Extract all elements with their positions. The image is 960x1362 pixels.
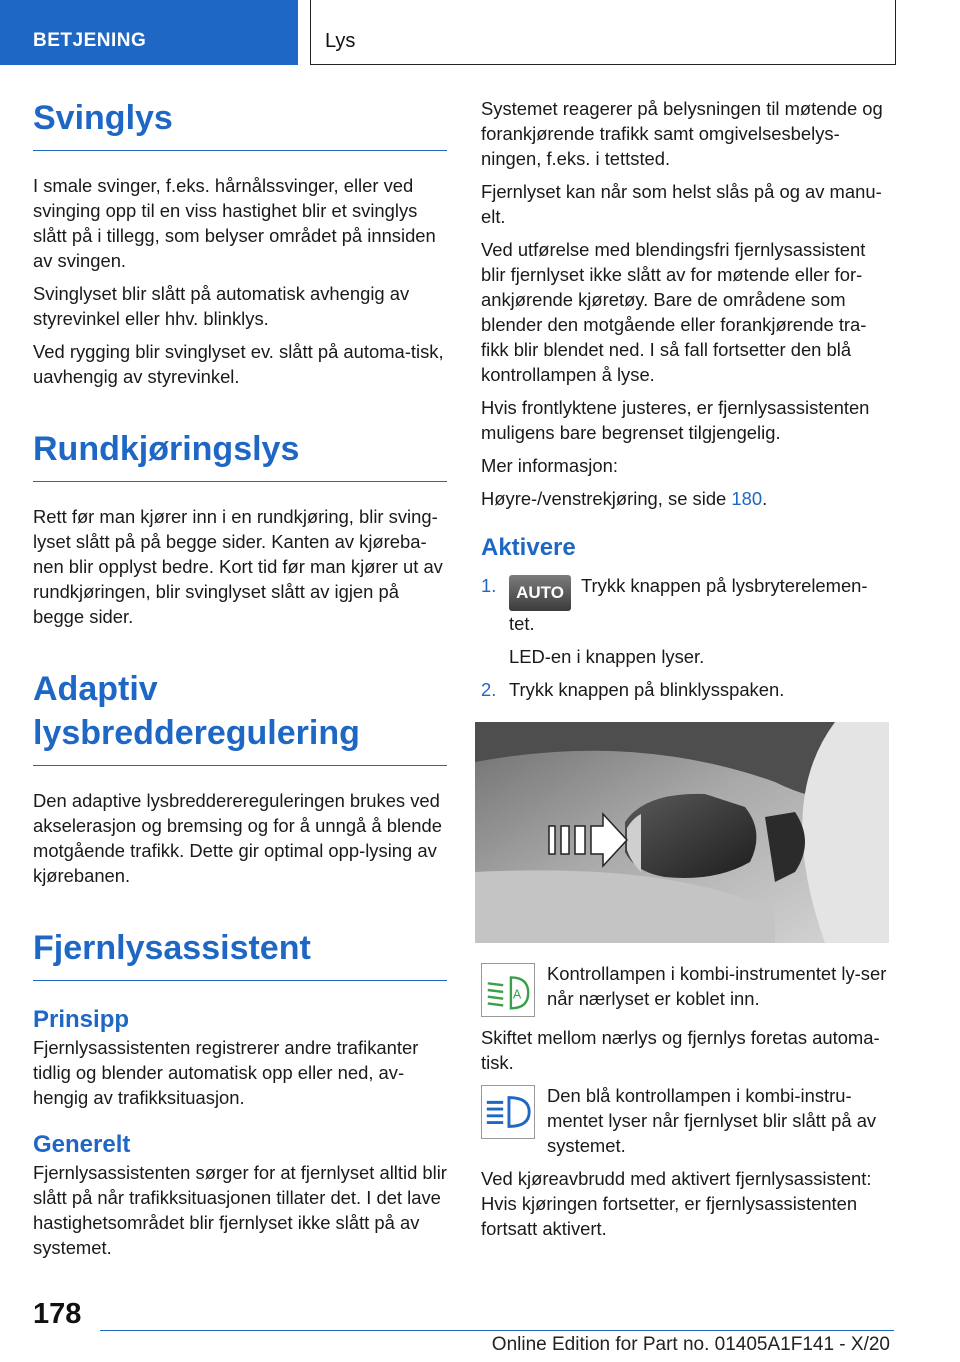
heading-svinglys: Svinglys — [33, 96, 447, 151]
indicator-description: Kontrollampen i kombi-instrumentet ly‐ser når nærlyset er koblet inn. — [547, 963, 887, 1009]
paragraph: Fjernlysassistenten registrerer andre trafikanter tidlig og blender automatisk opp eller ned, av‐hengig av trafikksituasjon. — [33, 1037, 419, 1108]
reference-text: Høyre-/venstrekjøring, se side — [481, 488, 732, 509]
heading-prinsipp: Prinsipp — [33, 1006, 130, 1033]
svg-text:A: A — [512, 987, 522, 1002]
step-text: Trykk knappen på lysbryterelemen‐tet. — [509, 575, 868, 634]
reference-end: . — [762, 488, 768, 509]
heading-adaptiv-lysbredderegulering — [33, 667, 447, 766]
paragraph: Ved utførelse med blendingsfri fjernlysassistent blir fjernlyset ikke slått av for møtende eller for‐ankjørende kjøretøy. Bare de områdene som blender den motgående eller forankjørende tra‐fikk blir blendet ned. I så fall fortsetter den blå kontrollampen å lyse. — [481, 239, 867, 385]
heading-aktivere: Aktivere — [481, 534, 576, 561]
heading-rundkjoringslys: Rundkjøringslys — [33, 427, 447, 482]
page-number: 178 — [33, 1298, 82, 1330]
paragraph: Rett før man kjører inn i en rundkjøring, blir sving‐lyset slått på på begge sider. Kanten av kjøreba‐nen blir opplyst bedre. Kort tid før man kjører ut av rundkjøringen, blir svinglyset slått av igjen på begge sider. — [33, 506, 443, 627]
paragraph: Den adaptive lysbredderereguleringen brukes ved akselerasjon og bremsing og for å unngå å blende motgående trafikk. Dette gir optimal opp‐lysing av kjørebanen. — [33, 790, 442, 886]
chapter-title: Lys — [310, 0, 896, 65]
section-tab: BETJENING — [0, 0, 298, 65]
paragraph: Fjernlysassistenten sørger for at fjernlyset alltid blir slått på når trafikksituasjonen tillater det. I det lave hastighetsområdet blir fjernlyset ikke slått på av systemet. — [33, 1162, 447, 1258]
step-number: 1. — [481, 575, 497, 596]
list-item — [481, 677, 893, 702]
heading-line: Adaptiv — [33, 670, 158, 708]
paragraph: Skiftet mellom nærlys og fjernlys foretas automa‐tisk. — [481, 1027, 880, 1073]
paragraph: Systemet reagerer på belysningen til møtende og forankjørende trafikk samt omgivelsesbelys‐ningen, f.eks. i tettsted. — [481, 98, 883, 169]
paragraph: Hvis frontlyktene justeres, er fjernlysassistenten muligens bare begrenset tilgjengelig. — [481, 397, 870, 443]
steps-list — [481, 573, 893, 702]
paragraph: I smale svinger, f.eks. hårnålssvinger, eller ved svinging opp til en viss hastighet blir et svinglys slått på i tillegg, som belyser området på innsiden av svingen. — [33, 175, 436, 271]
auto-button-icon: AUTO — [509, 575, 571, 611]
blue-high-beam-indicator-icon — [481, 1085, 535, 1139]
heading-generelt: Generelt — [33, 1131, 131, 1158]
footer-divider — [100, 1330, 894, 1331]
step-subtext: LED-en i knappen lyser. — [509, 646, 705, 667]
heading-line: lysbredderegulering — [33, 714, 360, 752]
green-headlight-indicator-icon — [481, 963, 535, 1017]
right-column — [481, 96, 893, 1249]
indicator-description: Den blå kontrollampen i kombi-instru‐mentet lyser når fjernlyset blir slått på av systemet. — [547, 1085, 877, 1156]
high-beam-indicator-row — [481, 1083, 893, 1158]
left-column — [33, 96, 447, 1268]
paragraph: Mer informasjon: — [481, 455, 618, 476]
step-number: 2. — [481, 679, 497, 700]
list-item — [481, 573, 893, 669]
paragraph: Ved kjøreavbrudd med aktivert fjernlysassistent: Hvis kjøringen fortsetter, er fjernlysassistenten fortsatt aktivert. — [481, 1168, 872, 1239]
paragraph: Svinglyset blir slått på automatisk avhengig av styrevinkel eller hhv. blinklys. — [33, 283, 410, 329]
footer-edition: Online Edition for Part no. 01405A1F141 - X/20 — [491, 1334, 890, 1355]
turn-signal-lever-illustration — [475, 722, 889, 943]
heading-fjernlysassistent: Fjernlysassistent — [33, 926, 447, 981]
step-text: Trykk knappen på blinklysspaken. — [509, 679, 785, 700]
paragraph: Ved rygging blir svinglyset ev. slått på automa‐tisk, uavhengig av styrevinkel. — [33, 341, 444, 387]
page-link[interactable]: 180 — [731, 488, 763, 509]
low-beam-indicator-row — [481, 961, 893, 1017]
cross-reference — [481, 486, 893, 511]
paragraph: Fjernlyset kan når som helst slås på og av manu‐elt. — [481, 181, 882, 227]
